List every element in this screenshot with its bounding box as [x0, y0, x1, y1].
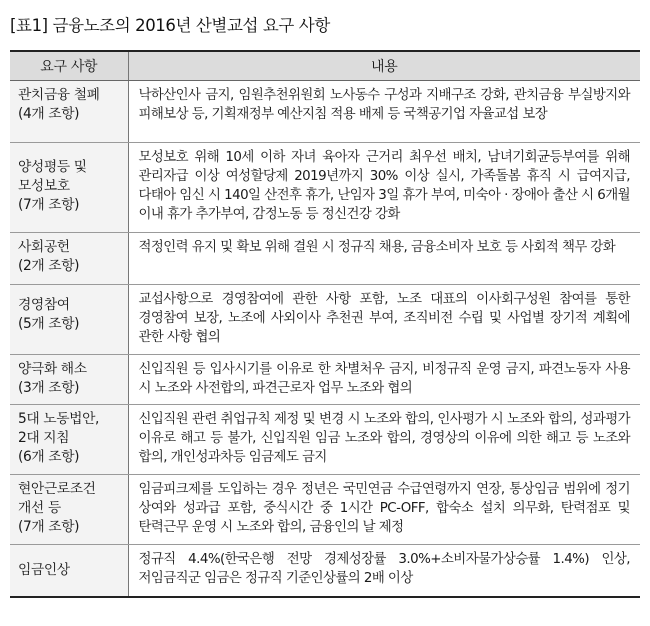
category-line: 2대 지침	[18, 430, 70, 446]
table-row	[10, 233, 640, 285]
content-cell: 정규직 4.4%(한국은행 전망 경제성장률 3.0%+소비자물가상승률 1.4%) 인상, 저임금직군 임금은 정규직 기준인상률의 2배 이상	[128, 545, 640, 597]
content-cell: 적정인력 유지 및 확보 위해 결원 시 정규직 채용, 금융소비자 보호 등 사회적 책무 강화	[128, 233, 640, 285]
table-row	[10, 475, 640, 545]
category-cell	[10, 475, 128, 545]
category-line: 양성평등 및	[18, 159, 87, 175]
category-cell	[10, 405, 128, 475]
category-cell	[10, 355, 128, 405]
content-cell: 임금피크제를 도입하는 경우 정년은 국민연금 수급연령까지 연장, 통상임금 범위에 정기 상여와 성과급 포함, 중식시간 중 1시간 PC-OFF, 합숙소 설치 의무화, 탄력점포 및 탄력근무 운영 시 노조와 합의, 금융인의 날 제정	[128, 475, 640, 545]
category-line: 관치금융 철폐	[18, 87, 100, 103]
category-line: (6개 조항)	[18, 449, 80, 465]
header-content: 내용	[128, 51, 640, 81]
table-row	[10, 143, 640, 233]
category-line: 임금인상	[18, 561, 70, 578]
category-line: 모성보호	[18, 178, 70, 194]
category-line: 사회공헌	[18, 239, 70, 255]
category-line: (2개 조항)	[18, 258, 80, 274]
category-line: (7개 조항)	[18, 197, 80, 213]
category-line: (7개 조항)	[18, 519, 80, 535]
content-cell: 모성보호 위해 10세 이하 자녀 육아자 근거리 최우선 배치, 남녀기회균등부여를 위해 관리자급 이상 여성할당제 2019년까지 30% 이상 실시, 가족돌봄 휴직 시 급여지급, 다태아 임신 시 140일 산전후 휴가, 난임자 3일 휴가 부여, 미숙아 · 장애아 출산 시 6개월 이내 휴가 추가부여, 감정노동 등 정신건강 강화	[128, 143, 640, 233]
content-cell: 신입직원 관련 취업규칙 제정 및 변경 시 노조와 합의, 인사평가 시 노조와 합의, 성과평가 이유로 해고 등 불가, 신입직원 임금 노조와 합의, 경영상의 이유에 의한 해고 등 노조와 합의, 개인성과차등 임금제도 금지	[128, 405, 640, 475]
header-requirement: 요구 사항	[10, 51, 128, 81]
category-cell	[10, 143, 128, 233]
category-line: 경영참여	[18, 297, 70, 313]
category-line: (5개 조항)	[18, 316, 80, 332]
category-line: 개선 등	[18, 500, 61, 516]
category-line: 현안근로조건	[18, 481, 96, 497]
category-cell	[10, 81, 128, 143]
table-row	[10, 545, 640, 597]
requirements-table	[10, 50, 640, 598]
category-cell	[10, 285, 128, 355]
table-row	[10, 405, 640, 475]
category-line: 5대 노동법안,	[18, 411, 99, 427]
content-cell: 신입직원 등 입사시기를 이유로 한 차별처우 금지, 비정규직 운영 금지, 파견노동자 사용 시 노조와 사전합의, 파견근로자 업무 노조와 협의	[128, 355, 640, 405]
category-line: (4개 조항)	[18, 106, 80, 122]
table-header-row	[10, 51, 640, 81]
table-row	[10, 355, 640, 405]
category-cell	[10, 233, 128, 285]
category-line: 양극화 해소	[18, 361, 87, 377]
table-row	[10, 285, 640, 355]
category-line: (3개 조항)	[18, 380, 80, 396]
content-cell: 낙하산인사 금지, 임원추천위원회 노사동수 구성과 지배구조 강화, 관치금융 부실방지와 피해보상 등, 기획재정부 예산지침 적용 배제 등 국책공기업 자율교섭 보장	[128, 81, 640, 143]
category-cell	[10, 545, 128, 597]
content-cell: 교섭사항으로 경영참여에 관한 사항 포함, 노조 대표의 이사회구성원 참여를 통한 경영참여 보장, 노조에 사외이사 추천권 부여, 조직비전 수립 및 사업별 장기적 계획에 관한 사항 협의	[128, 285, 640, 355]
table-row	[10, 81, 640, 143]
table-caption: [표1] 금융노조의 2016년 산별교섭 요구 사항	[10, 16, 330, 35]
